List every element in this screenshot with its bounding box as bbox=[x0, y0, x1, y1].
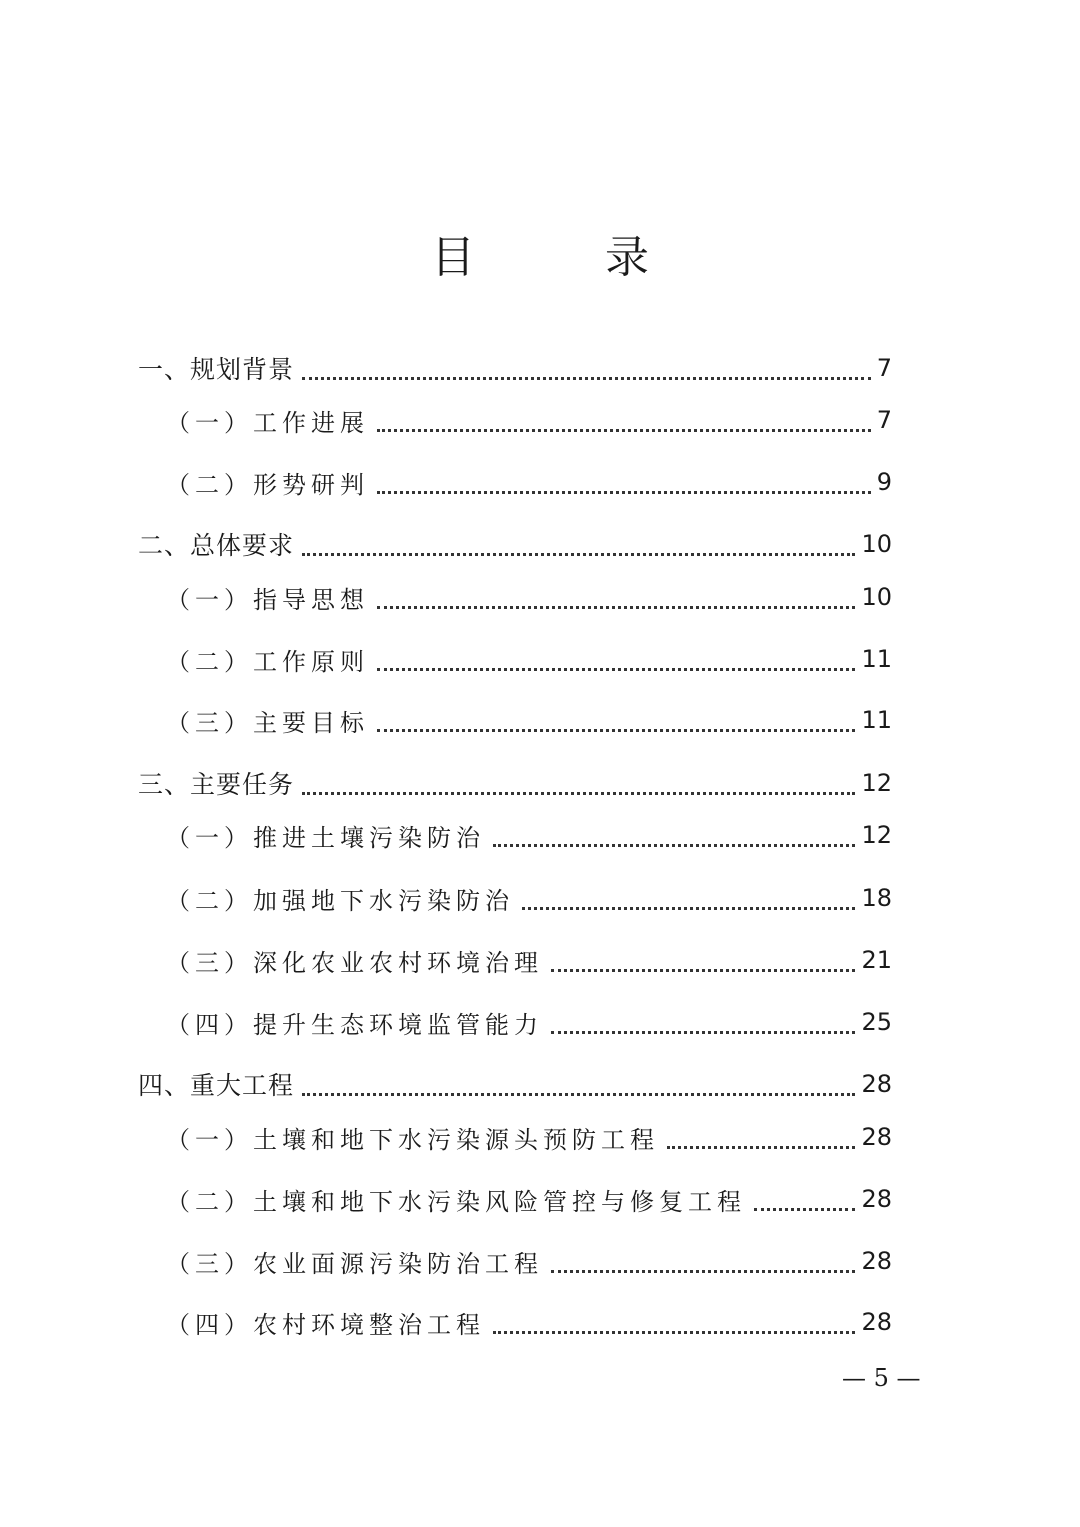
toc-entry-label: （三）主要目标 bbox=[166, 708, 369, 737]
toc-entry-subsection[interactable] bbox=[166, 1002, 892, 1042]
toc-entry-label: （二）工作原则 bbox=[166, 647, 369, 676]
toc-dot-leader bbox=[302, 377, 871, 380]
toc-entry-label: （三）农业面源污染防治工程 bbox=[166, 1249, 543, 1278]
toc-entry-page: 18 bbox=[861, 884, 892, 912]
toc-entry-page: 25 bbox=[861, 1008, 892, 1036]
toc-dot-leader bbox=[493, 1331, 855, 1334]
toc-dot-leader bbox=[754, 1208, 855, 1211]
toc-entry-subsection[interactable] bbox=[166, 1179, 892, 1219]
toc-entry-label: （二）土壤和地下水污染风险管控与修复工程 bbox=[166, 1187, 746, 1216]
toc-entry-section-2[interactable] bbox=[138, 524, 892, 564]
toc-entry-section-3[interactable] bbox=[138, 763, 892, 803]
toc-entry-page: 12 bbox=[861, 769, 892, 797]
toc-entry-section-4[interactable] bbox=[138, 1064, 892, 1104]
toc-entry-page: 10 bbox=[861, 583, 892, 611]
toc-entry-subsection[interactable] bbox=[166, 1117, 892, 1157]
toc-dot-leader bbox=[302, 553, 855, 556]
toc-entry-subsection[interactable] bbox=[166, 577, 892, 617]
toc-entry-page: 12 bbox=[861, 821, 892, 849]
toc-entry-label: （一）土壤和地下水污染源头预防工程 bbox=[166, 1125, 659, 1154]
toc-entry-label: （四）提升生态环境监管能力 bbox=[166, 1010, 543, 1039]
toc-entry-label: 三、主要任务 bbox=[138, 770, 295, 799]
page-title: 目 录 bbox=[431, 232, 707, 283]
toc-entry-label: 二、总体要求 bbox=[138, 531, 295, 560]
toc-entry-label: （二）形势研判 bbox=[166, 470, 369, 499]
toc-dot-leader bbox=[551, 1031, 855, 1034]
toc-entry-subsection[interactable] bbox=[166, 462, 892, 502]
toc-dot-leader bbox=[377, 606, 855, 609]
toc-entry-page: 28 bbox=[861, 1070, 892, 1098]
toc-entry-label: （四）农村环境整治工程 bbox=[166, 1310, 485, 1339]
page-number: — 5 — bbox=[842, 1364, 921, 1392]
toc-entry-label: （一）指导思想 bbox=[166, 585, 369, 614]
toc-entry-subsection[interactable] bbox=[166, 815, 892, 855]
toc-entry-subsection[interactable] bbox=[166, 400, 892, 440]
toc-dot-leader bbox=[551, 1270, 855, 1273]
toc-entry-subsection[interactable] bbox=[166, 1241, 892, 1281]
toc-dot-leader bbox=[522, 907, 855, 910]
toc-entry-page: 7 bbox=[876, 406, 892, 434]
toc-entry-page: 10 bbox=[861, 530, 892, 558]
toc-dot-leader bbox=[667, 1146, 855, 1149]
toc-entry-page: 28 bbox=[861, 1123, 892, 1151]
toc-entry-page: 9 bbox=[876, 468, 892, 496]
toc-dot-leader bbox=[377, 668, 855, 671]
toc-entry-section-1[interactable] bbox=[138, 348, 892, 388]
toc-entry-subsection[interactable] bbox=[166, 1302, 892, 1342]
toc-dot-leader bbox=[377, 729, 855, 732]
toc-entry-page: 7 bbox=[876, 354, 892, 382]
toc-dot-leader bbox=[377, 429, 871, 432]
toc-entry-subsection[interactable] bbox=[166, 639, 892, 679]
toc-entry-subsection[interactable] bbox=[166, 878, 892, 918]
toc-entry-page: 21 bbox=[861, 946, 892, 974]
toc-entry-label: （三）深化农业农村环境治理 bbox=[166, 948, 543, 977]
toc-entry-page: 11 bbox=[861, 645, 892, 673]
toc-dot-leader bbox=[377, 491, 871, 494]
toc-entry-subsection[interactable] bbox=[166, 940, 892, 980]
toc-entry-label: 四、重大工程 bbox=[138, 1071, 295, 1100]
toc-entry-page: 11 bbox=[861, 706, 892, 734]
toc-dot-leader bbox=[302, 792, 855, 795]
toc-entry-label: 一、规划背景 bbox=[138, 355, 295, 384]
toc-entry-label: （二）加强地下水污染防治 bbox=[166, 886, 514, 915]
toc-dot-leader bbox=[551, 969, 855, 972]
toc-dot-leader bbox=[302, 1093, 855, 1096]
toc-entry-label: （一）工作进展 bbox=[166, 408, 369, 437]
toc-entry-subsection[interactable] bbox=[166, 700, 892, 740]
toc-entry-page: 28 bbox=[861, 1185, 892, 1213]
toc-entry-label: （一）推进土壤污染防治 bbox=[166, 823, 485, 852]
toc-entry-page: 28 bbox=[861, 1308, 892, 1336]
toc-dot-leader bbox=[493, 844, 855, 847]
toc-entry-page: 28 bbox=[861, 1247, 892, 1275]
